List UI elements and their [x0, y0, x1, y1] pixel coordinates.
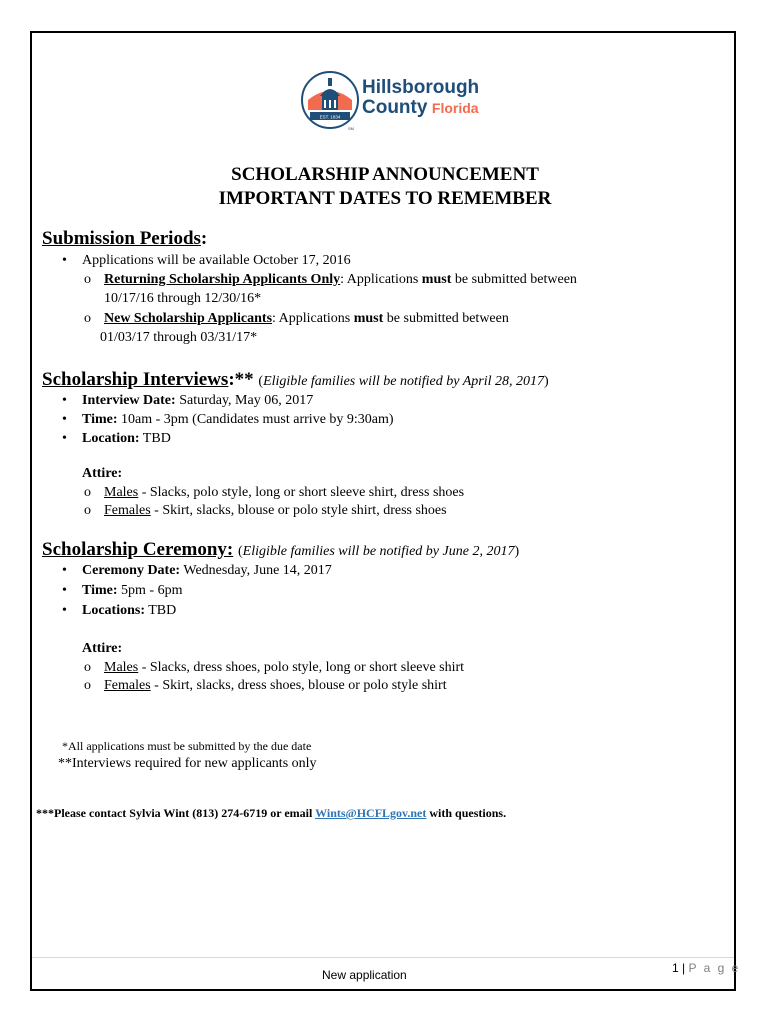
interview-location [82, 431, 171, 447]
ceremony-note-text: Eligible families will be notified by June 2, 2017 [242, 544, 515, 559]
new-applicants-line [104, 311, 509, 327]
bullet-icon: • [62, 431, 67, 446]
new-label: New Scholarship Applicants [104, 311, 273, 326]
sub-bullet-icon: o [84, 485, 91, 500]
bullet-icon: • [62, 603, 67, 618]
ceremony-heading [42, 539, 519, 561]
page-number: 1 [672, 961, 679, 975]
males-value: - Slacks, dress shoes, polo style, long or short sleeve shirt [138, 660, 465, 675]
submission-heading-colon: : [200, 228, 208, 249]
new-post: be submitted between [383, 311, 509, 326]
new-pre: : Applications [272, 311, 354, 326]
page-word: P a g e [688, 961, 741, 975]
interview-date-label: Interview Date: [82, 393, 176, 408]
title-line1: SCHOLARSHIP ANNOUNCEMENT [231, 164, 539, 185]
note-open: ( [258, 374, 264, 389]
note-close: ) [543, 374, 549, 389]
ceremony-date [82, 563, 332, 579]
footnote-due-date: *All applications must be submitted by the due date [62, 739, 312, 753]
ceremony-note [238, 544, 519, 559]
bullet-icon: • [62, 583, 67, 598]
returning-applicants-line [104, 272, 577, 288]
footnote-interviews: **Interviews required for new applicants only [58, 756, 317, 771]
interview-time-value: 10am - 3pm (Candidates must arrive by 9:30am) [117, 412, 394, 427]
sub-bullet-icon: o [84, 660, 91, 675]
males-value: - Slacks, polo style, long or short sleeve shirt, dress shoes [138, 485, 465, 500]
ceremony-time-value: 5pm - 6pm [117, 583, 183, 598]
footer-doc-label: New application [322, 968, 407, 982]
logo-line1: Hillsborough [362, 77, 480, 98]
interview-time-label: Time: [82, 412, 118, 427]
interview-attire-males [104, 485, 464, 501]
ceremony-attire-label: Attire: [82, 641, 123, 656]
interview-attire-label: Attire: [82, 466, 123, 481]
ceremony-location-value: TBD [145, 603, 177, 618]
bullet-icon: • [62, 253, 67, 268]
females-label: Females [104, 678, 151, 693]
must-text: must [421, 272, 452, 287]
logo-line2: County [362, 97, 428, 118]
interviews-note [258, 374, 548, 389]
page-separator: | [678, 961, 689, 975]
bullet-icon: • [62, 412, 67, 427]
sub-bullet-icon: o [84, 272, 91, 287]
ceremony-location-label: Locations: [82, 603, 145, 618]
svg-text:SM: SM [348, 126, 354, 131]
ceremony-attire-females [104, 678, 447, 694]
new-dates: 01/03/17 through 03/31/17* [100, 330, 258, 345]
sub-bullet-icon: o [84, 503, 91, 518]
returning-pre: : Applications [340, 272, 422, 287]
interviews-heading-text: Scholarship Interviews [42, 369, 229, 390]
note-close: ) [514, 544, 520, 559]
sub-bullet-icon: o [84, 678, 91, 693]
contact-post: with questions. [426, 806, 507, 820]
title-line2: IMPORTANT DATES TO REMEMBER [218, 188, 552, 209]
bullet-icon: • [62, 563, 67, 578]
females-value: - Skirt, slacks, blouse or polo style shirt, dress shoes [150, 503, 447, 518]
contact-email-link[interactable]: Wints@HCFLgov.net [315, 806, 427, 820]
submission-heading-text: Submission Periods [42, 228, 201, 249]
ceremony-date-label: Ceremony Date: [82, 563, 181, 578]
ceremony-date-value: Wednesday, June 14, 2017 [180, 563, 332, 578]
ceremony-heading-text: Scholarship Ceremony: [42, 539, 234, 560]
submission-heading [42, 228, 207, 250]
interview-time [82, 412, 394, 428]
returning-post: be submitted between [451, 272, 577, 287]
applications-available: Applications will be available October 17, 2016 [82, 253, 351, 268]
svg-text:EST. 1834: EST. 1834 [319, 114, 341, 120]
footer-page-number [672, 961, 740, 975]
males-label: Males [104, 485, 139, 500]
note-open: ( [237, 544, 243, 559]
interviews-heading-suffix: :** [228, 369, 254, 390]
interview-location-value: TBD [139, 431, 171, 446]
interviews-note-text: Eligible families will be notified by April 28, 2017 [263, 374, 544, 389]
hillsborough-county-logo [300, 70, 480, 134]
females-value: - Skirt, slacks, dress shoes, blouse or polo style shirt [150, 678, 447, 693]
bullet-icon: • [62, 393, 67, 408]
must-text: must [353, 311, 384, 326]
footer-divider [32, 957, 734, 958]
sub-bullet-icon: o [84, 311, 91, 326]
ceremony-time [82, 583, 182, 599]
returning-label: Returning Scholarship Applicants Only [104, 272, 341, 287]
interview-date-value: Saturday, May 06, 2017 [175, 393, 314, 408]
county-seal-icon [300, 70, 360, 134]
ceremony-attire-males [104, 660, 464, 676]
interview-attire-females [104, 503, 447, 519]
females-label: Females [104, 503, 151, 518]
ceremony-time-label: Time: [82, 583, 118, 598]
interview-location-label: Location: [82, 431, 140, 446]
logo-wordmark [362, 78, 479, 119]
interview-date [82, 393, 313, 409]
returning-dates: 10/17/16 through 12/30/16* [104, 291, 262, 306]
contact-line [36, 806, 506, 821]
interviews-heading [42, 369, 549, 391]
contact-pre: ***Please contact Sylvia Wint (813) 274-6719 or email [36, 806, 316, 820]
ceremony-location [82, 603, 176, 619]
males-label: Males [104, 660, 139, 675]
logo-florida: Florida [431, 100, 479, 116]
